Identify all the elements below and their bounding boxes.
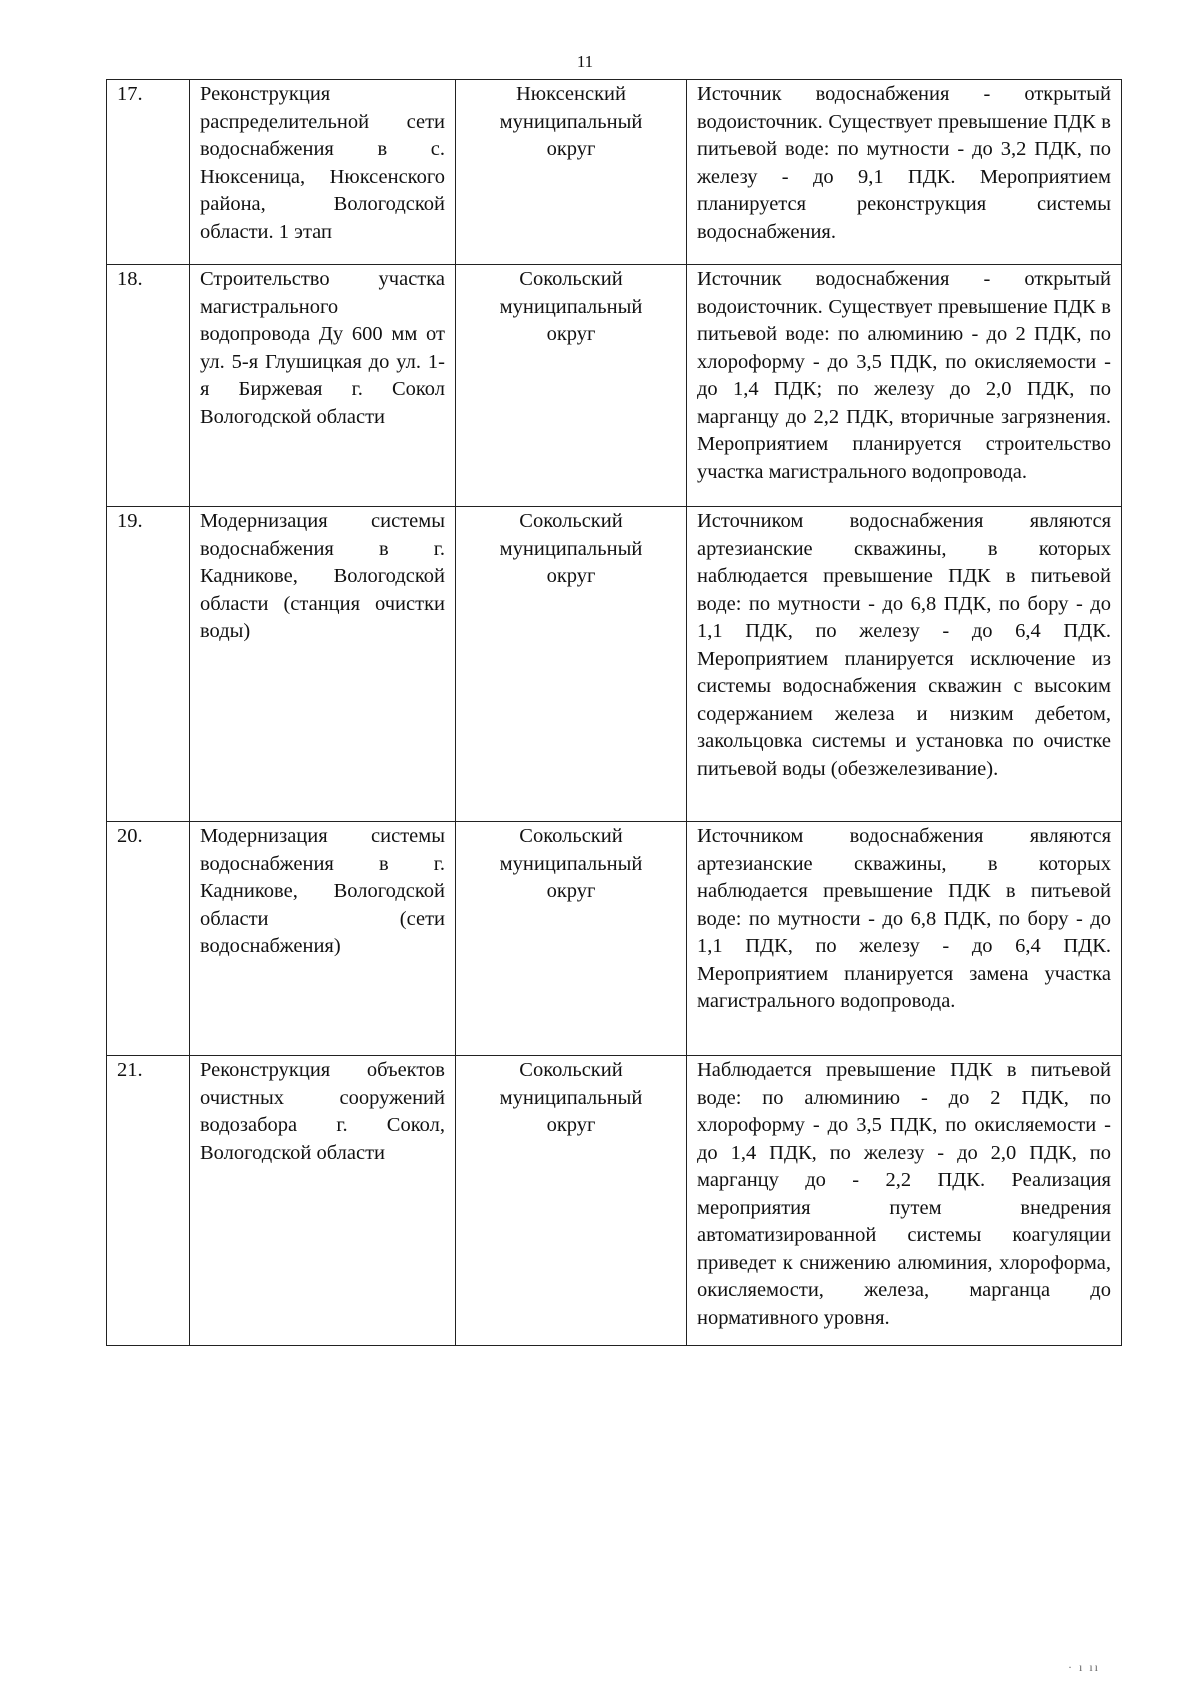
row-number: 18. <box>107 265 190 507</box>
district-line: округ <box>546 1114 596 1136</box>
district-line: муниципальный <box>499 110 643 133</box>
district-line: округ <box>546 880 596 902</box>
district-line: Сокольский <box>519 510 623 532</box>
row-number: 20. <box>107 822 190 1056</box>
measure-name: Реконструкция распределительной сети водоснабжения в с. Нюксеница, Нюксенского района, Вологодской области. 1 этап <box>190 80 456 265</box>
measure-name: Модернизация системы водоснабжения в г. Кадникове, Вологодской области (станция очистки воды) <box>190 507 456 822</box>
district-line: муниципальный <box>499 1086 643 1109</box>
district-line: Сокольский <box>519 268 623 290</box>
district-line: муниципальный <box>499 295 643 318</box>
measure-description: Источник водоснабжения - открытый водоисточник. Существует превышение ПДК в питьевой воде: по мутности - до 3,2 ПДК, по железу - до 9,1 ПДК. Мероприятием планируется реконструкция системы водоснабжения. <box>687 80 1122 265</box>
measure-description: Источником водоснабжения являются артезианские скважины, в которых наблюдается превышение ПДК в питьевой воде: по мутности - до 6,8 ПДК, по бору - до 1,1 ПДК, по железу - до 6,4 ПДК. Мероприятием планируется замена участка магистрального водопровода. <box>687 822 1122 1056</box>
table-row <box>107 1056 1122 1346</box>
row-number: 19. <box>107 507 190 822</box>
measure-description: Источником водоснабжения являются артезианские скважины, в которых наблюдается превышение ПДК в питьевой воде: по мутности - до 6,8 ПДК, по бору - до 1,1 ПДК, по железу - до 6,4 ПДК. Мероприятием планируется исключение из системы водоснабжения скважин с высоким содержанием железа и низким дебетом, закольцовка системы и установка по очистке питьевой воды (обезжелезивание). <box>687 507 1122 822</box>
district-line: Нюксенский <box>516 83 626 105</box>
district-cell <box>456 822 687 1056</box>
row-number: 21. <box>107 1056 190 1346</box>
district-cell <box>456 1056 687 1346</box>
measures-table <box>106 79 1122 1346</box>
table-row <box>107 80 1122 265</box>
district-line: Сокольский <box>519 825 623 847</box>
page-number: 11 <box>576 52 594 71</box>
district-line: округ <box>546 565 596 587</box>
district-cell <box>456 80 687 265</box>
table-row <box>107 822 1122 1056</box>
measure-description: Источник водоснабжения - открытый водоисточник. Существует превышение ПДК в питьевой воде: по алюминию - до 2 ПДК, по хлороформу - до 3,5 ПДК, по окисляемости - до 1,4 ПДК; по железу до 2,0 ПДК, по марганцу до 2,2 ПДК, вторичные загрязнения. Мероприятием планируется строительство участка магистрального водопровода. <box>687 265 1122 507</box>
measure-name: Реконструкция объектов очистных сооружений водозабора г. Сокол, Вологодской области <box>190 1056 456 1346</box>
measure-description: Наблюдается превышение ПДК в питьевой воде: по алюминию - до 2 ПДК, по хлороформу - до 3,5 ПДК, по окисляемости - до 1,4 ПДК, по железу - до 2,0 ПДК, по марганцу до - 2,2 ПДК. Реализация мероприятия путем внедрения автоматизированной системы коагуляции приведет к снижению алюминия, хлороформа, окисляемости, железа, марганца до нормативного уровня. <box>687 1056 1122 1346</box>
district-line: Сокольский <box>519 1059 623 1081</box>
district-line: округ <box>546 138 596 160</box>
district-line: округ <box>546 323 596 345</box>
table-row <box>107 265 1122 507</box>
district-line: муниципальный <box>499 537 643 560</box>
row-number: 17. <box>107 80 190 265</box>
scan-mark: · ı ıı <box>1068 1660 1100 1674</box>
district-cell <box>456 265 687 507</box>
measure-name: Строительство участка магистрального водопровода Ду 600 мм от ул. 5-я Глушицкая до ул. 1-я Биржевая г. Сокол Вологодской области <box>190 265 456 507</box>
district-cell <box>456 507 687 822</box>
district-line: муниципальный <box>499 852 643 875</box>
table-row <box>107 507 1122 822</box>
measure-name: Модернизация системы водоснабжения в г. Кадникове, Вологодской области (сети водоснабжения) <box>190 822 456 1056</box>
